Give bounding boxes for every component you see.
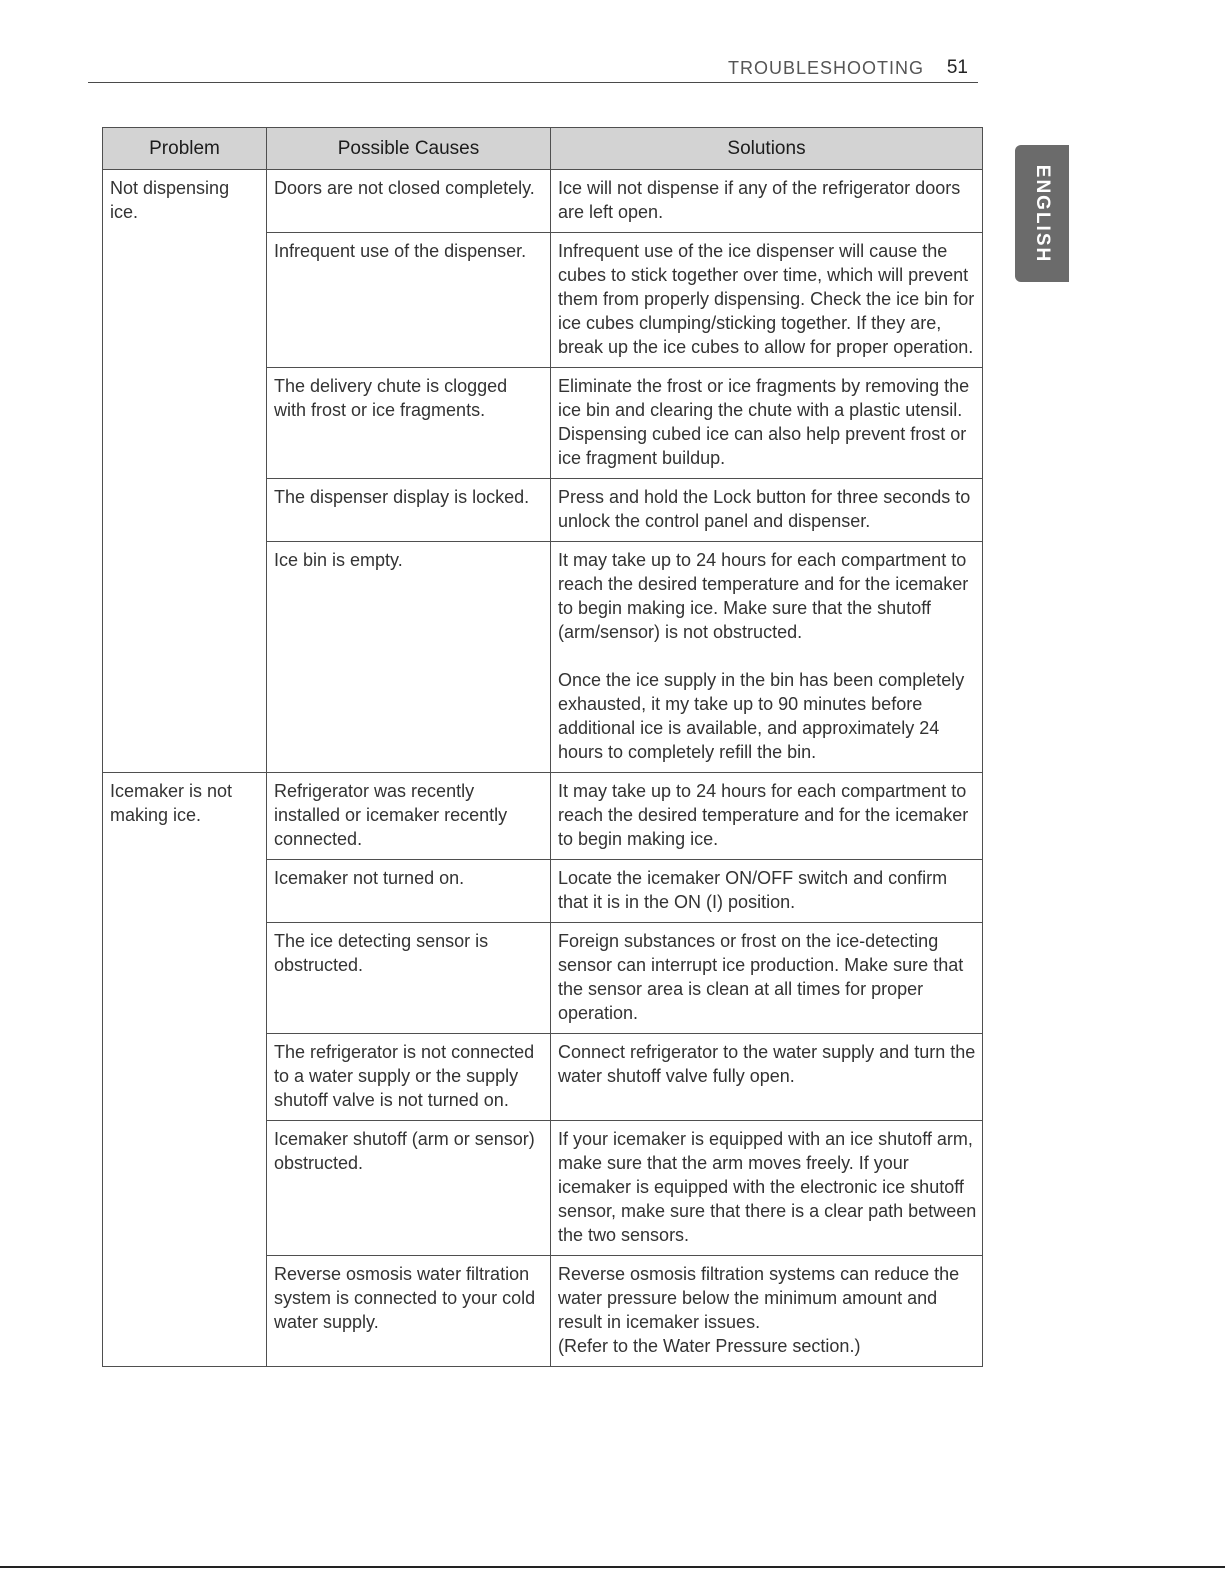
- solution-cell: [551, 368, 983, 479]
- solution-cell: [551, 923, 983, 1034]
- cause-cell: Icemaker shutoff (arm or sensor) obstructed.: [267, 1121, 551, 1256]
- bottom-rule: [0, 1566, 1225, 1568]
- solution-text: It may take up to 24 hours for each compartment to reach the desired temperature and for the icemaker to begin making ice.: [558, 781, 969, 849]
- cause-cell: Doors are not closed completely.: [267, 170, 551, 233]
- page-header: [88, 56, 978, 83]
- page-number: 51: [946, 57, 968, 78]
- solution-cell: [551, 233, 983, 368]
- solution-text: Infrequent use of the ice dispenser will cause the cubes to stick together over time, which will prevent them from properly dispensing. Check the ice bin for ice cubes clumping/sticking together. If they are, break up the ice cubes to allow for proper operation.: [558, 241, 975, 357]
- language-tab: [1015, 145, 1069, 282]
- solution-cell: [551, 773, 983, 860]
- cause-cell: The dispenser display is locked.: [267, 479, 551, 542]
- solution-text: Once the ice supply in the bin has been completely exhausted, it my take up to 90 minutes before additional ice is available, and approximately 24 hours to completely refill the bin.: [558, 670, 965, 762]
- problem-cell: Icemaker is not making ice.: [103, 773, 267, 1367]
- solution-cell: [551, 860, 983, 923]
- solution-text: Press and hold the Lock button for three seconds to unlock the control panel and dispenser.: [558, 487, 971, 531]
- cause-cell: The ice detecting sensor is obstructed.: [267, 923, 551, 1034]
- solution-text: Connect refrigerator to the water supply and turn the water shutoff valve fully open.: [558, 1042, 976, 1086]
- cause-cell: Reverse osmosis water filtration system is connected to your cold water supply.: [267, 1256, 551, 1367]
- solution-text: It may take up to 24 hours for each compartment to reach the desired temperature and for the icemaker to begin making ice. Make sure that the shutoff (arm/sensor) is not obstructed.: [558, 550, 969, 642]
- solution-cell: [551, 479, 983, 542]
- solution-cell: [551, 1034, 983, 1121]
- cause-cell: Infrequent use of the dispenser.: [267, 233, 551, 368]
- cause-cell: Refrigerator was recently installed or icemaker recently connected.: [267, 773, 551, 860]
- solution-cell: [551, 1121, 983, 1256]
- cause-cell: The refrigerator is not connected to a water supply or the supply shutoff valve is not turned on.: [267, 1034, 551, 1121]
- solution-cell: [551, 170, 983, 233]
- solution-cell: [551, 542, 983, 773]
- column-header-causes: Possible Causes: [267, 128, 551, 170]
- solution-text: Ice will not dispense if any of the refrigerator doors are left open.: [558, 178, 961, 222]
- cause-cell: Icemaker not turned on.: [267, 860, 551, 923]
- table-row: [103, 170, 983, 233]
- solution-text: Reverse osmosis filtration systems can reduce the water pressure below the minimum amount and result in icemaker issues.: [558, 1264, 960, 1332]
- column-header-solutions: Solutions: [551, 128, 983, 170]
- table-header-row: [103, 128, 983, 170]
- solution-text: If your icemaker is equipped with an ice shutoff arm, make sure that the arm moves freely. If your icemaker is equipped with the electronic ice shutoff sensor, make sure that there is a clear path between the two sensors.: [558, 1129, 977, 1245]
- language-tab-label: ENGLISH: [1032, 164, 1054, 263]
- solution-text: (Refer to the Water Pressure section.): [558, 1336, 861, 1356]
- solution-text: Locate the icemaker ON/OFF switch and confirm that it is in the ON (I) position.: [558, 868, 948, 912]
- troubleshooting-table: [102, 127, 983, 1367]
- table-row: [103, 773, 983, 860]
- cause-cell: Ice bin is empty.: [267, 542, 551, 773]
- solution-cell: [551, 1256, 983, 1367]
- cause-cell: The delivery chute is clogged with frost or ice fragments.: [267, 368, 551, 479]
- problem-cell: Not dispensing ice.: [103, 170, 267, 773]
- section-title: TROUBLESHOOTING: [727, 58, 924, 78]
- solution-text: Foreign substances or frost on the ice-detecting sensor can interrupt ice production. Make sure that the sensor area is clean at all times for proper operation.: [558, 931, 964, 1023]
- solution-text: Eliminate the frost or ice fragments by removing the ice bin and clearing the chute with a plastic utensil. Dispensing cubed ice can also help prevent frost or ice fragment buildup.: [558, 376, 970, 468]
- column-header-problem: Problem: [103, 128, 267, 170]
